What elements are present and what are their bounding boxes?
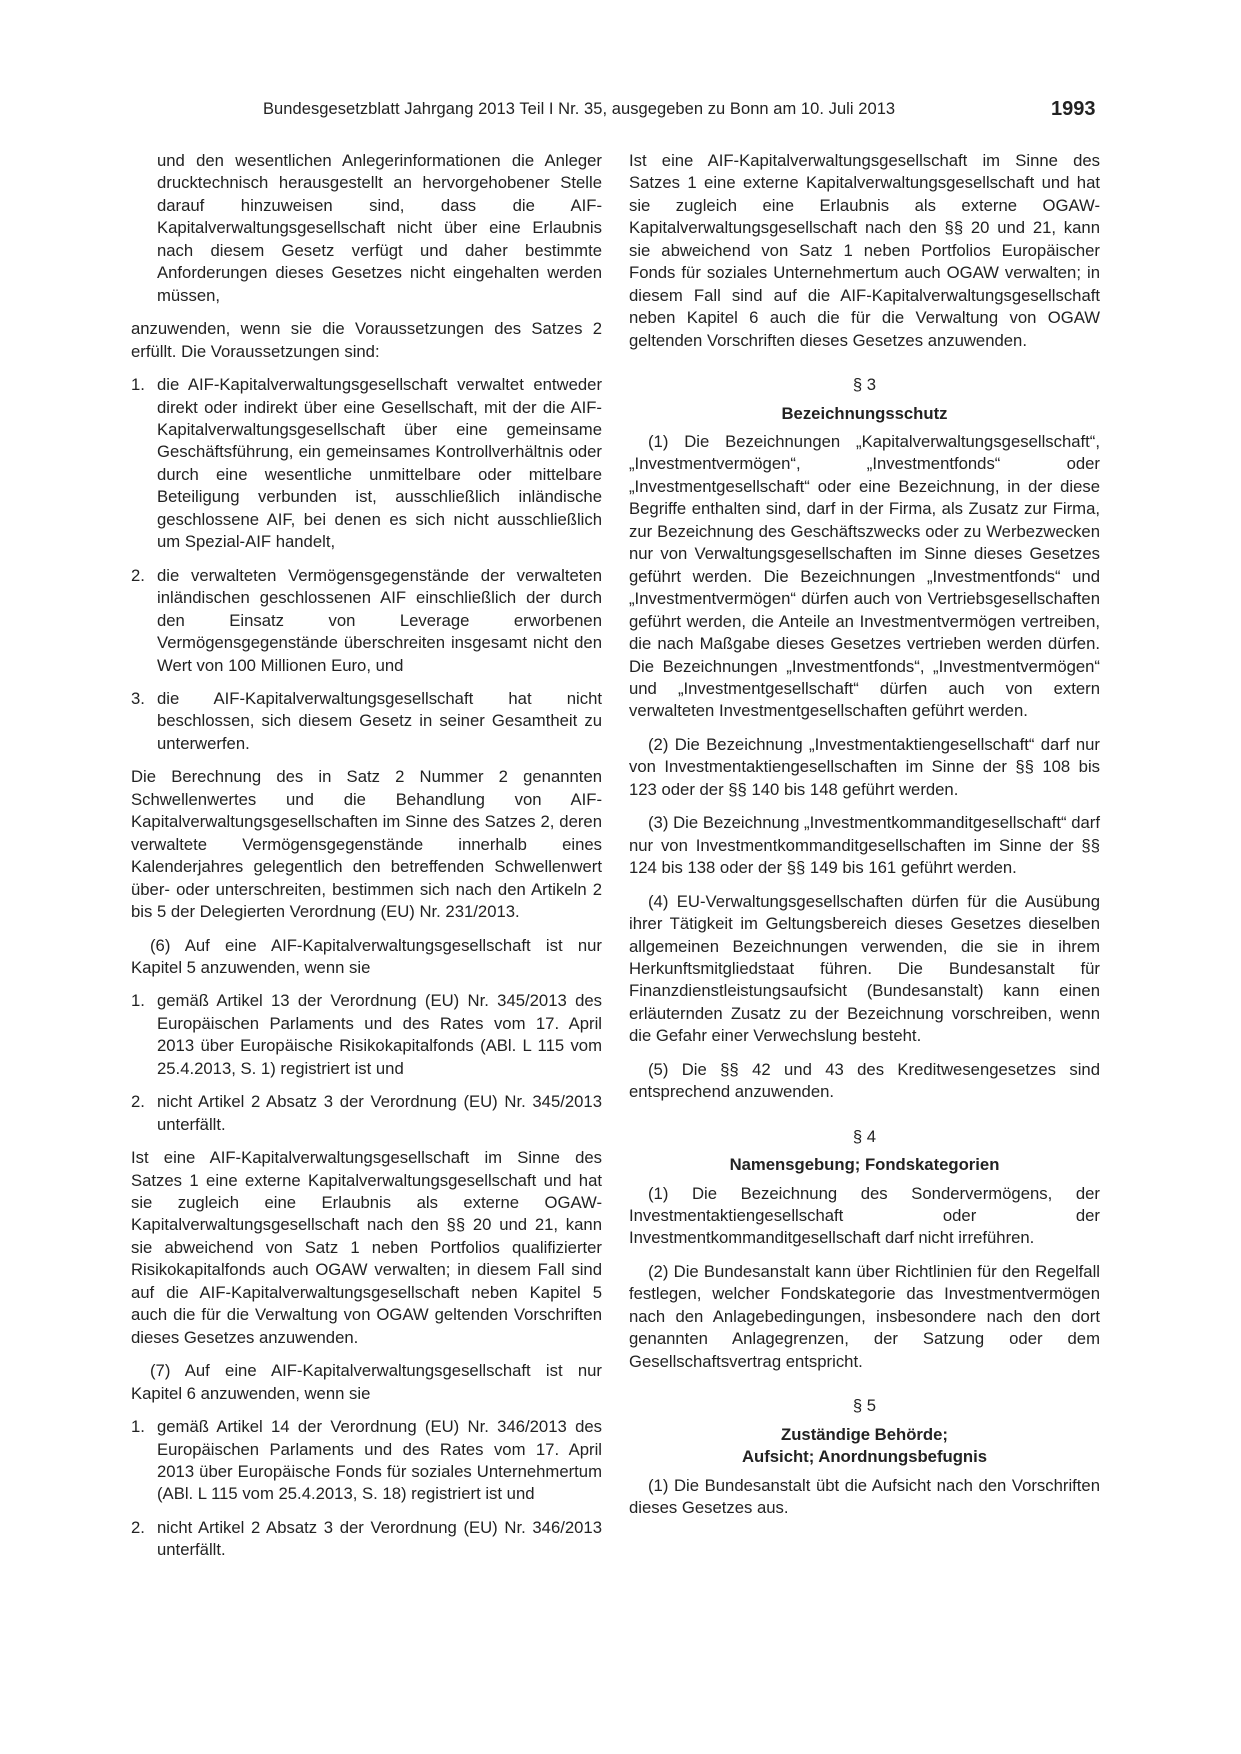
list-number: 2. (131, 1092, 145, 1112)
page-number: 1993 (1051, 98, 1096, 120)
paragraph: (5) Die §§ 42 und 43 des Kreditwesengesetzes sind entsprechend anzuwenden. (629, 1059, 1100, 1102)
running-title: Bundesgesetzblatt Jahrgang 2013 Teil I Nr. 35, ausgegeben zu Bonn am 10. Juli 2013 (263, 100, 896, 118)
paragraph: (3) Die Bezeichnung „Investmentkommanditgesellschaft“ darf nur von Investmentkommanditgesellschaften im Sinne der §§ 124 bis 138 oder der §§ 149 bis 161 geführt werden. (629, 813, 1100, 878)
section-title-line: Zuständige Behörde; (781, 1424, 948, 1444)
list-number: 3. (131, 688, 145, 708)
list-text: die AIF-Kapitalverwaltungsgesellschaft hat nicht beschlossen, sich diesem Gesetz in seiner Gesamtheit zu unterwerfen. (157, 688, 602, 753)
list-item (131, 1517, 602, 1562)
list-number: 1. (131, 1417, 145, 1437)
list-item (131, 1091, 602, 1136)
section-title-line: Aufsicht; Anordnungsbefugnis (741, 1447, 988, 1467)
list-text: nicht Artikel 2 Absatz 3 der Verordnung (EU) Nr. 346/2013 unterfällt. (157, 1517, 602, 1560)
list-number: 1. (131, 375, 145, 395)
list-number: 2. (131, 565, 145, 585)
paragraph: (2) Die Bundesanstalt kann über Richtlinien für den Regelfall festlegen, welcher Fondskategorie das Investmentvermögen nach den Anlagebedingungen, insbesondere nach den dort genannten Anlagegrenzen, der Satzung oder dem Gesellschaftsvertrag entspricht. (629, 1261, 1100, 1371)
section-title: Bezeichnungsschutz (781, 403, 948, 423)
list-text: die AIF-Kapitalverwaltungsgesellschaft verwaltet entweder direkt oder indirekt über eine Gesellschaft, mit der die AIF-Kapitalverwaltungsgesellschaft über eine gemeinsame Geschäftsführung, ein gemeinsames Kontrollverhältnis oder durch eine wesentliche unmittelbare oder mittelbare Beteiligung verbunden ist, ausschließlich inländische geschlossene AIF, bei denen es sich nicht ausschließlich um Spezial-AIF handelt, (157, 375, 602, 552)
list-text: nicht Artikel 2 Absatz 3 der Verordnung (EU) Nr. 345/2013 unterfällt. (157, 1092, 602, 1134)
list-item (131, 374, 602, 554)
paragraph: (4) EU-Verwaltungsgesellschaften dürfen für die Ausübung ihrer Tätigkeit im Geltungsbereich dieses Gesetzes dieselben allgemeinen Bezeichnungen verwenden, die sie in ihrem Herkunftsmitgliedstaat führen. Die Bundesanstalt für Finanzdienstleistungsaufsicht (Bundesanstalt) kann einen erläuternden Zusatz zu der Bezeichnung vorschreiben, wenn die Gefahr einer Verwechslung besteht. (629, 891, 1100, 1046)
list-item (131, 1416, 602, 1506)
page-header (0, 100, 1241, 124)
section-title (629, 1424, 1100, 1469)
right-column (629, 150, 1100, 1530)
subsection-6-list (131, 990, 602, 1136)
paragraph: anzuwenden, wenn sie die Voraussetzungen des Satzes 2 erfüllt. Die Voraussetzungen sind: (131, 319, 602, 361)
paragraph: Ist eine AIF-Kapitalverwaltungsgesellschaft im Sinne des Satzes 1 eine externe Kapitalverwaltungsgesellschaft und hat sie zugleich eine Erlaubnis als externe OGAW-Kapitalverwaltungsgesellschaft nach den §§ 20 und 21, kann sie abweichend von Satz 1 neben Portfolios qualifizierter Risikokapitalfonds auch OGAW verwalten; in diesem Fall sind auf die AIF-Kapitalverwaltungsgesellschaft neben Kapitel 5 auch die für die Verwaltung von OGAW geltenden Vorschriften dieses Gesetzes anzuwenden. (131, 1148, 602, 1347)
list-text: gemäß Artikel 14 der Verordnung (EU) Nr. 346/2013 des Europäischen Parlaments und des Rates vom 17. April 2013 über Europäische Fonds für soziales Unternehmertum (ABl. L 115 vom 25.4.2013, S. 18) registriert ist und (157, 1417, 602, 1504)
paragraph: (1) Die Bezeichnung des Sondervermögens, der Investmentaktiengesellschaft oder der Investmentkommanditgesellschaft darf nicht irreführen. (629, 1183, 1100, 1248)
conditions-list (131, 374, 602, 755)
list-item (131, 565, 602, 677)
paragraph: (1) Die Bundesanstalt übt die Aufsicht nach den Vorschriften dieses Gesetzes aus. (629, 1475, 1100, 1518)
list-number: 2. (131, 1517, 145, 1537)
paragraph: Die Berechnung des in Satz 2 Nummer 2 genannten Schwellenwertes und die Behandlung von AIF-Kapitalverwaltungsgesellschaften im Sinne des Satzes 2, deren verwaltete Vermögensgegenstände innerhalb eines Kalenderjahres gelegentlich den betreffenden Schwellenwert über- oder unterschreiten, bestimmen sich nach den Artikeln 2 bis 5 der Delegierten Verordnung (EU) Nr. 231/2013. (131, 767, 602, 922)
subsection-7-list (131, 1416, 602, 1562)
list-text: gemäß Artikel 13 der Verordnung (EU) Nr. 345/2013 des Europäischen Parlaments und des Rates vom 17. April 2013 über Europäische Risikokapitalfonds (ABl. L 115 vom 25.4.2013, S. 1) registriert ist und (157, 991, 602, 1078)
section-number: § 5 (852, 1396, 877, 1416)
subsection-7: (7) Auf eine AIF-Kapitalverwaltungsgesellschaft ist nur Kapitel 6 anzuwenden, wenn sie (131, 1361, 602, 1403)
subsection-6: (6) Auf eine AIF-Kapitalverwaltungsgesellschaft ist nur Kapitel 5 anzuwenden, wenn sie (131, 935, 602, 977)
list-number: 1. (131, 991, 145, 1011)
section-number: § 4 (852, 1126, 877, 1146)
paragraph: Ist eine AIF-Kapitalverwaltungsgesellschaft im Sinne des Satzes 1 eine externe Kapitalverwaltungsgesellschaft und hat sie zugleich eine Erlaubnis als externe OGAW-Kapitalverwaltungsgesellschaft nach den §§ 20 und 21, kann sie abweichend von Satz 1 neben Portfolios Europäischer Fonds für soziales Unternehmertum auch OGAW verwalten; in diesem Fall sind auf die AIF-Kapitalverwaltungsgesellschaft neben Kapitel 6 auch die für die Verwaltung von OGAW geltenden Vorschriften dieses Gesetzes anzuwenden. (629, 151, 1100, 350)
list-text: die verwalteten Vermögensgegenstände der verwalteten inländischen geschlossenen AIF einschließlich der durch den Einsatz von Leverage erworbenen Vermögensgegenstände überschreiten insgesamt nicht den Wert von 100 Millionen Euro, und (157, 565, 602, 675)
left-column (131, 150, 602, 1573)
paragraph: (2) Die Bezeichnung „Investmentaktiengesellschaft“ darf nur von Investmentaktiengesellschaften im Sinne der §§ 108 bis 123 oder der §§ 140 bis 148 geführt werden. (629, 734, 1100, 799)
section-title: Namensgebung; Fondskategorien (729, 1155, 1000, 1175)
paragraph: (1) Die Bezeichnungen „Kapitalverwaltungsgesellschaft“, „Investmentvermögen“, „Investmentfonds“ oder „Investmentgesellschaft“ oder eine Bezeichnung, in der diese Begriffe enthalten sind, darf in der Firma, als Zusatz zur Firma, zur Bezeichnung des Geschäftszwecks oder zu Werbezwecken nur von Verwaltungsgesellschaften im Sinne dieses Gesetzes geführt werden. Die Bezeichnungen „Investmentfonds“ und „Investmentvermögen“ dürfen auch von Vertriebsgesellschaften geführt werden, die Anteile an Investmentvermögen vertreiben, die nach Maßgabe dieses Gesetzes vertrieben werden dürfen. Die Bezeichnungen „Investmentfonds“, „Investmentvermögen“ und „Investmentgesellschaft“ dürfen auch von extern verwalteten Investmentgesellschaften geführt werden. (629, 431, 1100, 721)
list-item (131, 688, 602, 755)
list-item (131, 990, 602, 1080)
continued-list-item: und den wesentlichen Anlegerinformationen die Anleger drucktechnisch herausgestellt an hervorgehobener Stelle darauf hinzuweisen sind, dass die AIF-Kapitalverwaltungsgesellschaft nicht über eine Erlaubnis nach diesem Gesetz verfügt und daher bestimmte Anforderungen dieses Gesetzes nicht eingehalten werden müssen, (157, 151, 602, 305)
section-number: § 3 (852, 375, 877, 395)
